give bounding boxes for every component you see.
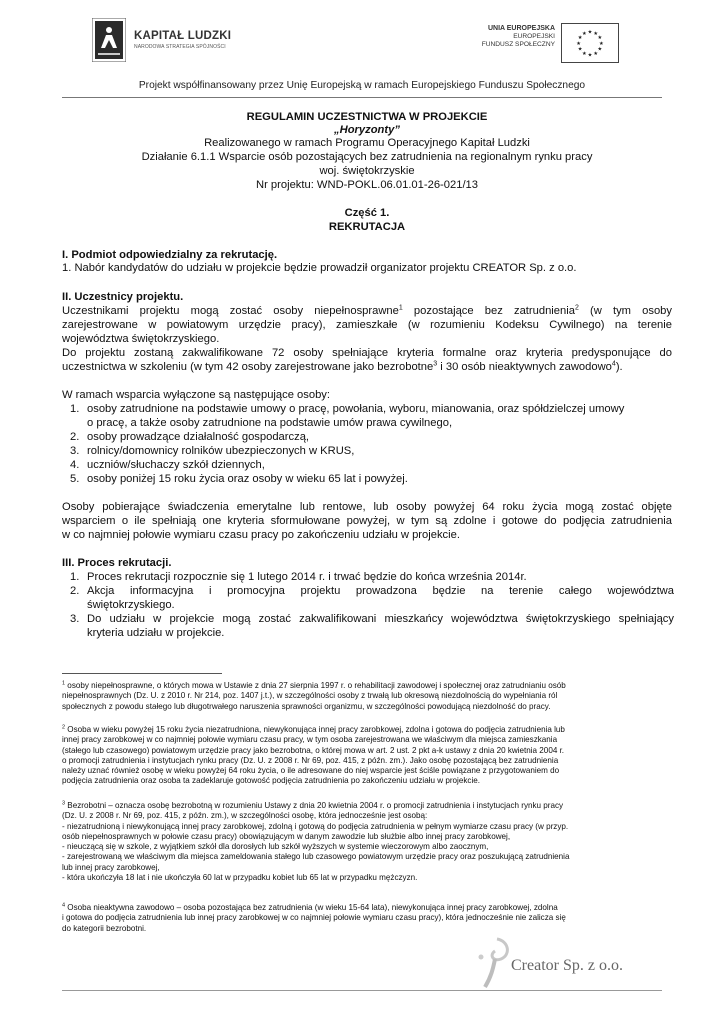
list-item-continuation: o pracę, a także osoby zatrudnione na podstawie umów prawa cywilnego, [87, 417, 453, 429]
pensioners-line1: Osoby pobierające świadczenia emerytalne lub rentowe, lub osoby powyżej 64 roku życia mogą zostać objęte [62, 501, 672, 513]
footnote-line: niepełnosprawnych (Dz. U. z 2010 r. Nr 214, poz. 1407 j.t.), w szczególności osoby z trwałą lub okresową niezdolnością do wypełniania ról [62, 691, 558, 701]
header-divider [62, 97, 662, 98]
list-item [70, 403, 624, 416]
footnote-number: 4 [62, 902, 66, 909]
footnote-line [62, 725, 674, 735]
footnote-line: lub innej pracy zarobkowej, [62, 862, 160, 872]
eu-star-icon: ★ [577, 35, 583, 42]
pensioners-line2: wsparciem o ile spełniają one kryteria sformułowane powyżej, w tym są zdolne i gotowe do podjęcia zatrudnienia [62, 515, 672, 527]
footer-divider [62, 990, 662, 991]
list-item [70, 431, 309, 444]
footnote-line: należy uznać również osobę w wieku powyżej 64 roku życia, o ile adresowane do niej wsparcie jest ściśle powiązane z przygotowaniem do [62, 766, 560, 776]
list-item [70, 473, 408, 486]
footnote-number: 2 [62, 724, 66, 731]
list-number: 1. [70, 571, 80, 583]
section-3-heading: III. Proces rekrutacji. [62, 557, 172, 569]
section-2-p1-line2: zarejestrowane w powiatowym urzędzie pracy), zamieszkałe (w rozumieniu Kodeksu Cywilnego) na terenie [62, 319, 672, 331]
footnote-separator [62, 673, 222, 674]
part-number: Część 1. [344, 207, 390, 219]
eu-star-icon: ★ [577, 46, 583, 53]
list-number: 3. [70, 445, 80, 457]
part-title: REKRUTACJA [328, 221, 406, 233]
eu-flag-icon [561, 23, 619, 63]
footnote-line: podjęcia zatrudnienia oraz osoba ta zadeklaruje gotowość podjęcia zatrudnienia po zakończeniu udziału w projekcie. [62, 776, 480, 786]
footnote-line: - zarejestrowaną we właściwym dla miejsca zameldowania stałego lub czasowego powiatowym urzędzie pracy oraz poszukującą zatrudnienia [62, 852, 570, 862]
footnote-line: społecznych z powodu stałego lub długotrwałego naruszenia sprawności organizmu, w szczególności powodującą niezdolność do pracy. [62, 701, 551, 711]
eu-line2: EUROPEJSKI [513, 33, 555, 40]
footnote-line [62, 903, 674, 913]
eu-logo-text [466, 25, 555, 49]
section-2-p2-line1: Do projektu zostaną zakwalifikowane 72 osoby spełniające kryteria formalne oraz kryteria predysponujące do [62, 347, 672, 359]
list-item-continuation: kryteria udziału w projekcie. [87, 627, 225, 639]
footnote-line: - niezatrudnioną i niewykonującą innej pracy zarobkowej, zdolną i gotową do podjęcia zatrudnienia w pełnym wymiarze czasu pracy (w przyp. [62, 821, 569, 831]
footnote-line: do kategorii bezrobotni. [62, 923, 147, 933]
footnote-line: - która ukończyła 18 lat i nie ukończyła 60 lat w przypadku kobiet lub 65 lat w przypadku mężczyzn. [62, 873, 418, 883]
p1-text-a: Uczestnikami projektu mogą zostać osoby niepełnosprawne [62, 305, 399, 317]
project-number: Nr projektu: WND-POKL.06.01.01-26-021/13 [256, 179, 478, 191]
list-number: 2. [70, 585, 80, 597]
section-1-heading: I. Podmiot odpowiedzialny za rekrutację. [62, 249, 278, 261]
footnote-line: o promocji zatrudnienia i instytucjach rynku pracy (Dz. U. z 2008 r. Nr 69, poz. 415, z późn. zm.). Jako osobę pozostającą bez zatrudnienia [62, 755, 559, 765]
p1-text-c: (w tym osoby [578, 305, 672, 317]
title-line4: Działanie 6.1.1 Wsparcie osób pozostających bez zatrudnienia na regionalnym rynku pracy [141, 151, 593, 163]
eu-star-icon: ★ [597, 46, 603, 53]
list-item [70, 613, 674, 626]
footnote-line: osób niepełnosprawnych w połowie czasu pracy) obowiązującym w danym zawodzie lub służbie albo innej pracy zarobkowej, [62, 831, 511, 841]
footnote-text: osoby niepełnosprawne, o których mowa w Ustawie z dnia 27 sierpnia 1997 r. o rehabilitacji zawodowej i społecznej oraz zatrudnianiu osób [65, 681, 566, 690]
list-text: osoby prowadzące działalność gospodarczą, [87, 431, 310, 443]
p2-text-a: uczestnictwa w szkoleniu (w tym 42 osoby zarejestrowane jako bezrobotne [62, 361, 434, 373]
eu-logo [466, 23, 622, 63]
section-2-p2-line2 [62, 361, 672, 374]
list-text: uczniów/słuchaczy szkół dziennych, [87, 459, 265, 471]
eu-star-icon: ★ [587, 52, 593, 59]
list-item [70, 571, 527, 584]
footnote-ref-2: 2 [574, 304, 579, 312]
footnote-line: (Dz. U. z 2008 r. Nr 69, poz. 415, z późn. zm.), w szczególności osobę, która jednocześnie jest osobą: [62, 811, 428, 821]
footnote-text: Osoba w wieku powyżej 15 roku życia niezatrudniona, niewykonująca innej pracy zarobkowej, zdolna i gotowa do podjęcia zatrudnienia lub [65, 725, 565, 734]
footnote-1 [62, 681, 674, 712]
list-number: 2. [70, 431, 80, 443]
section-1-item-1: 1. Nabór kandydatów do udziału w projekcie będzie prowadził organizator projektu CREATOR Sp. z o.o. [62, 262, 577, 274]
doc-title: REGULAMIN UCZESTNICTWA W PROJEKCIE [246, 111, 488, 123]
p2-text-b: i 30 osób nieaktywnych zawodowo [437, 361, 612, 373]
list-text: osoby poniżej 15 roku życia oraz osoby w wieku 65 lat i powyżej. [87, 473, 408, 485]
footnote-ref-3: 3 [433, 360, 438, 368]
footnote-text: Osoba nieaktywna zawodowo – osoba pozostająca bez zatrudnienia (w wieku 15-64 lata), niewykonująca innej pracy zarobkowej, zdolna [65, 903, 558, 912]
list-number: 4. [70, 459, 80, 471]
footnote-4 [62, 903, 674, 934]
footnote-line [62, 801, 674, 811]
pensioners-line3: w co najmniej połowie wymiaru czasu pracy po zakończeniu udziału w projekcie. [62, 529, 460, 541]
cofinancing-note: Projekt współfinansowany przez Unię Europejską w ramach Europejskiego Funduszu Społecznego [138, 80, 586, 91]
eu-star-icon: ★ [599, 40, 604, 47]
eu-star-icon: ★ [597, 35, 603, 42]
list-text: Akcja informacyjna i promocyjna projektu prowadzona będzie na terenie całego województwa [87, 585, 674, 597]
footnote-line: (stałego lub czasowego) powiatowym urzędzie pracy jako bezrobotna, o której mowa w art. 2 ust. 2 pkt a-k ustawy z dnia 20 kwietnia 2004 r. [62, 745, 565, 755]
footnote-number: 1 [62, 680, 66, 687]
eu-line3: FUNDUSZ SPOŁECZNY [481, 41, 555, 48]
title-line3: Realizowanego w ramach Programu Operacyjnego Kapitał Ludzki [204, 137, 530, 149]
creator-name: Creator Sp. z o.o. [511, 957, 623, 974]
kapital-ludzki-logo [92, 18, 237, 66]
title-line5: woj. świętokrzyskie [319, 165, 415, 177]
section-2-heading: II. Uczestnicy projektu. [62, 291, 184, 303]
footnote-text: Bezrobotni – oznacza osobę bezrobotną w rozumieniu Ustawy z dnia 20 kwietnia 2004 r. o promocji zatrudnienia i instytucjach rynku pracy [65, 801, 564, 810]
list-text: Proces rekrutacji rozpocznie się 1 lutego 2014 r. i trwać będzie do końca września 2014r. [87, 571, 527, 583]
eu-line1: UNIA EUROPEJSKA [487, 25, 555, 32]
p1-text-b: pozostające bez zatrudnienia [402, 305, 575, 317]
list-item [70, 585, 674, 598]
footnote-line: i gotowa do podjęcia zatrudnienia lub innej pracy zarobkowej w co najmniej połowie wymiaru czasu pracy), która jednocześnie nie zalicza się [62, 913, 566, 923]
footnote-line: innej pracy zarobkowej w co najmniej połowie wymiaru czasu pracy, w tym osoba zarejestrowana we właściwym dla miejsca zamieszkania [62, 735, 558, 745]
kapital-ludzki-subtitle: NARODOWA STRATEGIA SPÓJNOŚCI [134, 44, 226, 50]
footnote-line [62, 681, 674, 691]
eu-star-icon: ★ [587, 29, 593, 36]
eu-star-icon: ★ [593, 50, 599, 57]
list-number: 3. [70, 613, 80, 625]
list-item [70, 445, 354, 458]
list-item-continuation: świętokrzyskiego. [87, 599, 175, 611]
list-number: 1. [70, 403, 80, 415]
footnote-3 [62, 801, 674, 883]
eu-star-icon: ★ [593, 31, 599, 38]
eu-star-icon: ★ [581, 50, 587, 57]
section-2-p1-line1 [62, 305, 672, 318]
list-item [70, 459, 265, 472]
section-2-p1-line3: województwa świętokrzyskiego. [62, 333, 220, 345]
list-text: Do udziału w projekcie mogą zostać zakwalifikowani mieszkańcy województwa świętokrzyskiego spełniający [87, 613, 674, 625]
footnote-ref-4: 4 [611, 360, 616, 368]
list-text: osoby zatrudnione na podstawie umowy o pracę, powołania, wyboru, mianowania, oraz spółdzielczej umowy [87, 403, 625, 415]
creator-logo [471, 935, 631, 990]
footnote-2 [62, 725, 674, 787]
exclusions-intro: W ramach wsparcia wyłączone są następujące osoby: [62, 389, 331, 401]
project-name: „Horyzonty” [334, 124, 400, 136]
footnote-ref-1: 1 [398, 304, 403, 312]
list-number: 5. [70, 473, 80, 485]
p2-text-c: ). [615, 361, 623, 373]
eu-star-icon: ★ [581, 31, 587, 38]
eu-star-icon: ★ [576, 40, 581, 47]
kapital-ludzki-emblem-icon [92, 18, 126, 62]
list-text: rolnicy/domownicy rolników ubezpieczonych w KRUS, [87, 445, 355, 457]
kapital-ludzki-title: KAPITAŁ LUDZKI [134, 30, 232, 42]
footnote-line: - niеuczącą się w szkole, z wyjątkiem szkół dla dorosłych lub szkół wyższych w systemie wieczorowym albo zaocznym, [62, 842, 489, 852]
footnote-number: 3 [62, 800, 66, 807]
